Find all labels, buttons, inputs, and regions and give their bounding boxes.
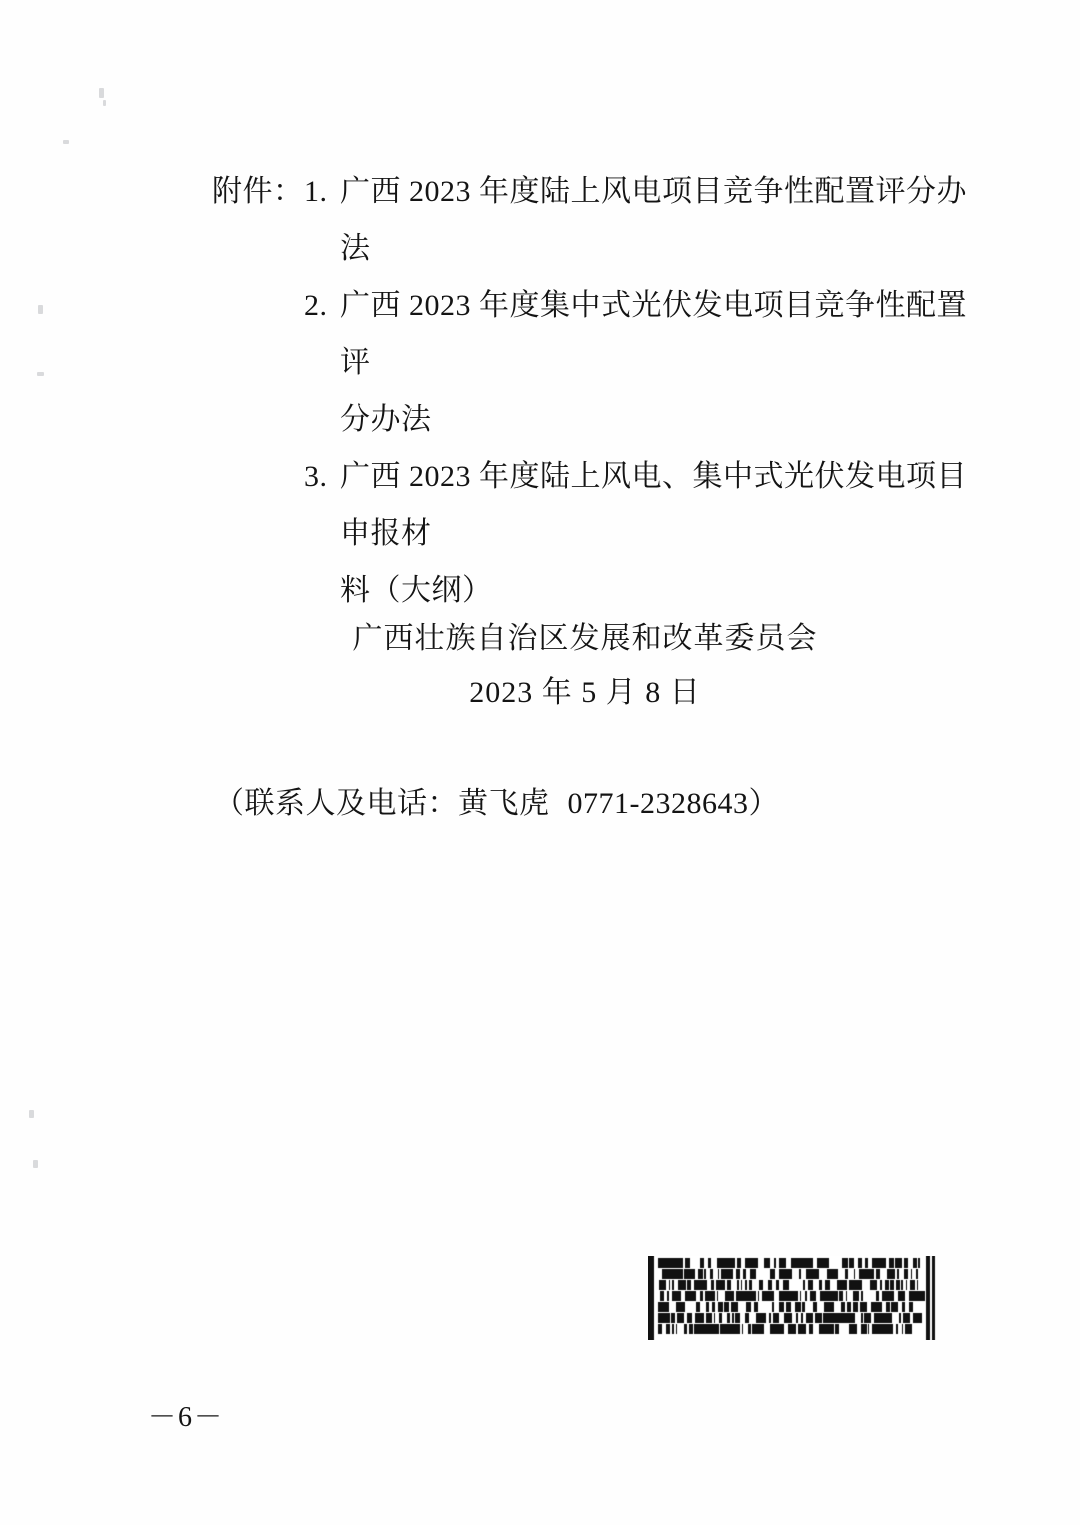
issuing-organization: 广西壮族自治区发展和改革委员会 — [352, 622, 818, 655]
scan-speckle — [63, 140, 69, 144]
attachment-item-continuation — [212, 562, 972, 619]
issue-date: 2023 年 5 月 8 日 — [469, 676, 701, 709]
attachment-text: 广西 2023 年度陆上风电、集中式光伏发电项目申报材 — [340, 460, 967, 550]
attachment-text: 分办法 — [340, 403, 432, 436]
attachment-item-continuation — [212, 391, 972, 448]
attachment-number: 1. — [304, 175, 328, 208]
scan-speckle — [37, 372, 44, 376]
contact-phone: 0771-2328643） — [567, 787, 779, 820]
page-number: －6－ — [148, 1402, 225, 1433]
scan-speckle — [29, 1110, 34, 1118]
attachment-text: 广西 2023 年度陆上风电项目竞争性配置评分办法 — [340, 175, 967, 265]
document-barcode — [648, 1256, 936, 1340]
contact-line — [214, 778, 779, 822]
attachment-text: 料（大纲） — [340, 574, 493, 607]
attachment-number: 3. — [304, 460, 328, 493]
scan-speckle — [33, 1160, 38, 1168]
scan-speckle — [103, 100, 106, 106]
attachment-item — [212, 163, 972, 277]
signature-block — [0, 612, 1080, 720]
attachment-label: 附件： — [212, 175, 304, 208]
scan-speckle — [99, 88, 104, 98]
attachment-list — [212, 163, 972, 619]
attachment-number: 2. — [304, 289, 328, 322]
attachment-text: 广西 2023 年度集中式光伏发电项目竞争性配置评 — [340, 289, 967, 379]
contact-person: （联系人及电话：黄飞虎 — [214, 787, 550, 820]
scan-speckle — [38, 305, 43, 314]
attachment-item — [212, 277, 972, 391]
attachment-item — [212, 448, 972, 562]
